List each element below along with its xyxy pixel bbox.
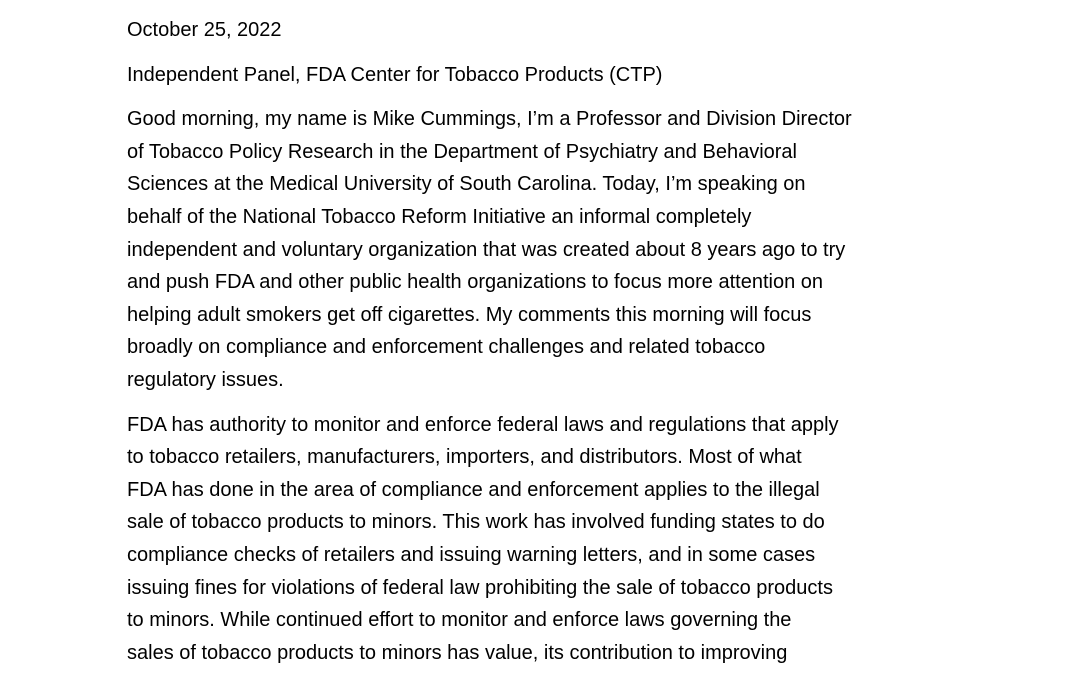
- paragraph-line: helping adult smokers get off cigarettes. My comments this morning will focus: [127, 303, 812, 326]
- letter-heading: Independent Panel, FDA Center for Tobacco Products (CTP): [127, 63, 663, 86]
- letter-body: [127, 14, 1027, 669]
- spacer: [127, 47, 1027, 59]
- paragraph-line: FDA has authority to monitor and enforce federal laws and regulations that apply: [127, 413, 839, 436]
- paragraph-line: sales of tobacco products to minors has value, its contribution to improving: [127, 641, 788, 664]
- paragraph-line: independent and voluntary organization that was created about 8 years ago to try: [127, 238, 846, 261]
- paragraph-fda-authority: [127, 409, 1027, 670]
- paragraph-line: Sciences at the Medical University of South Carolina. Today, I’m speaking on: [127, 173, 806, 196]
- paragraph-line: Good morning, my name is Mike Cummings, I’m a Professor and Division Director: [127, 108, 852, 131]
- paragraph-line: and push FDA and other public health organizations to focus more attention on: [127, 271, 824, 294]
- paragraph-line: compliance checks of retailers and issuing warning letters, and in some cases: [127, 543, 816, 566]
- paragraph-line: broadly on compliance and enforcement challenges and related tobacco: [127, 336, 766, 359]
- paragraph-line: of Tobacco Policy Research in the Department of Psychiatry and Behavioral: [127, 140, 797, 163]
- paragraph-line: FDA has done in the area of compliance and enforcement applies to the illegal: [127, 478, 820, 501]
- paragraph-line: behalf of the National Tobacco Reform Initiative an informal completely: [127, 205, 752, 228]
- paragraph-line: issuing fines for violations of federal law prohibiting the sale of tobacco products: [127, 576, 833, 599]
- paragraph-line: regulatory issues.: [127, 368, 284, 391]
- paragraph-line: sale of tobacco products to minors. This work has involved funding states to do: [127, 511, 825, 534]
- letter-date: October 25, 2022: [127, 19, 282, 41]
- paragraph-introduction: [127, 103, 1027, 396]
- paragraph-line: to minors. While continued effort to monitor and enforce laws governing the: [127, 609, 792, 632]
- spacer: [127, 91, 1027, 103]
- paragraph-line: to tobacco retailers, manufacturers, importers, and distributors. Most of what: [127, 446, 802, 469]
- spacer: [127, 397, 1027, 409]
